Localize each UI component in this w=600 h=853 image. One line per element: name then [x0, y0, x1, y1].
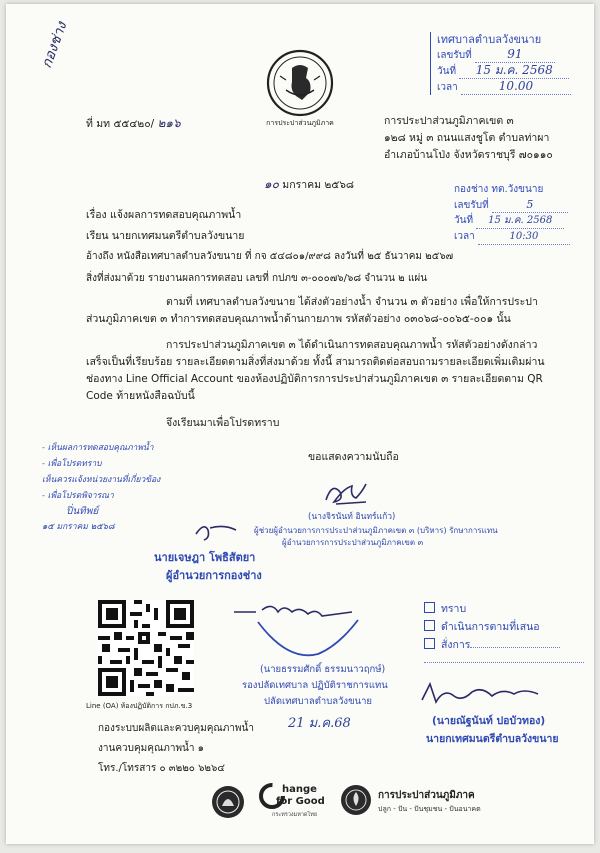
signer-name: (นางจิรนันท์ อินทร์แก้ว) [308, 512, 396, 522]
left-note-1: - เห็นผลการทดสอบคุณภาพน้ำ [42, 443, 154, 453]
stamp-2-date-label: วันที่ [454, 215, 474, 226]
checkbox-proceed[interactable] [424, 618, 560, 636]
signer-pos-2: ผู้อำนวยการการประปาส่วนภูมิภาคเขต ๓ [282, 538, 424, 547]
deputy-signature [228, 600, 378, 664]
stamp-2-time-label: เวลา [454, 231, 475, 242]
ref-no-printed: ที่ มท ๕๕๔๒๐/ [86, 118, 158, 130]
stamp-1-date-value: 15 ม.ค. 2568 [459, 63, 569, 79]
date-hand: ๑๐ [264, 177, 279, 191]
director-title: ผู้อำนวยการกองช่าง [166, 569, 262, 582]
letter-para-1: ตามที่ เทศบาลตำบลวังขนาย ได้ส่งตัวอย่างน้ำ จำนวน ๓ ตัวอย่าง เพื่อให้การประปาส่วนภูมิภาคเขต ๓ ทำการทดสอบคุณภาพน้ำด้านกายภาพ รหัสตัวอย่าง ๐๓๐๖๘-๐๐๖๕-๐๐๑ นั้น [86, 296, 538, 325]
pwa-logo-icon [340, 784, 372, 816]
stamp-1-no-label: เลขรับที่ [437, 50, 472, 61]
checkbox-box[interactable] [424, 602, 435, 613]
left-note-date: ๑๕ มกราคม ๒๕๖๘ [42, 522, 115, 532]
left-note-sign: ปิ่นทิพย์ [66, 506, 99, 517]
change-text-2: for Good [276, 796, 325, 807]
qr-caption: Line (OA) ห้องปฏิบัติการ กปภ.ข.3 [86, 702, 193, 710]
letter-to: เรียน นายกเทศมนตรีตำบลวังขนาย [86, 230, 245, 242]
stamp-2-time-value: 10:30 [478, 229, 570, 245]
order-line-2 [424, 662, 584, 663]
footer-dept-2: งานควบคุมคุณภาพน้ำ ๑ [98, 743, 205, 754]
sender-addr-1: ๑๒๘ หมู่ ๓ ถนนแสงชูโต ตำบลท่าผา [384, 132, 550, 144]
sender-addr-2: อำเภอบ้านโป่ง จังหวัดราชบุรี ๗๐๑๑๐ [384, 149, 553, 161]
stamp-2-date-value: 15 ม.ค. 2568 [476, 213, 564, 229]
letter-date [264, 177, 354, 192]
sender-name: การประปาส่วนภูมิภาคเขต ๓ [384, 115, 514, 127]
letter-ref-no [86, 116, 181, 131]
letter-closing: จึงเรียนมาเพื่อโปรดทราบ [166, 417, 280, 429]
qr-code-icon[interactable] [98, 600, 194, 696]
checkbox-box[interactable] [424, 638, 435, 649]
checkbox-acknowledge[interactable] [424, 600, 560, 618]
left-notes [42, 440, 160, 534]
deputy-date: 21 ม.ค.68 [288, 716, 351, 731]
pwa-tagline: ปลูก - ปัน - ปันชุมชน - ปันอนาคต [378, 805, 481, 813]
checkbox-label-acknowledge: ทราบ [441, 603, 467, 615]
stamp-1-time-label: เวลา [437, 82, 458, 93]
order-line [470, 647, 560, 648]
ref-no-hand: ๒๑๖ [157, 116, 181, 130]
deputy-name: (นายธรรมศักดิ์ ธรรมนาวฤกษ์) [260, 664, 386, 675]
letter-regards: ขอแสดงความนับถือ [308, 451, 399, 463]
left-note-4: - เพื่อโปรดพิจารณา [42, 491, 114, 501]
letter-attachment: สิ่งที่ส่งมาด้วย รายงานผลการทดสอบ เลขที่ กปภข ๓-๐๐๐๗๖/๖๘ จำนวน ๒ แผ่น [86, 273, 428, 284]
stamp-1-date-label: วันที่ [437, 66, 457, 77]
stamp-2-no-label: เลขรับที่ [454, 200, 489, 211]
margin-note: กองช่าง [38, 19, 71, 71]
change-text-1: hange [282, 784, 317, 795]
document-page [6, 4, 594, 844]
date-rest: มกราคม ๒๕๖๘ [282, 179, 355, 191]
stamp-1-no-value: 91 [475, 47, 555, 63]
left-note-3: เห็นควรแจ้งหน่วยงานที่เกี่ยวข้อง [42, 475, 161, 485]
mayor-signature [418, 676, 568, 716]
left-note-2: - เพื่อโปรดทราบ [42, 459, 102, 469]
receive-stamp-2 [454, 182, 584, 245]
mayor-title: นายกเทศมนตรีตำบลวังขนาย [426, 733, 559, 745]
stamp-2-no-value: 5 [492, 197, 568, 213]
receive-stamp-1 [430, 32, 597, 95]
decision-checkboxes [424, 600, 560, 654]
letter-reference: อ้างถึง หนังสือเทศบาลตำบลวังขนาย ที่ กจ ๕๔๘๐๑/๙๙๘ ลงวันที่ ๒๕ ธันวาคม ๒๕๖๗ [86, 251, 454, 262]
footer-dept-1: กองระบบผลิตและควบคุมคุณภาพน้ำ [98, 723, 254, 734]
signer-pos-1: ผู้ช่วยผู้อำนวยการการประปาส่วนภูมิภาคเขต ๓ (บริหาร) รักษาการแทน [254, 526, 498, 535]
deputy-pos-1: รองปลัดเทศบาล ปฏิบัติราชการแทน [242, 680, 388, 691]
moi-logo-icon [210, 784, 246, 820]
checkbox-label-proceed: ดำเนินการตามที่เสนอ [441, 621, 540, 633]
stamp-2-org: กองช่าง ทต.วังขนาย [454, 184, 544, 195]
mayor-name: (นายณัฐนันท์ ปอบัวทอง) [432, 715, 546, 727]
stamp-1-time-value: 10.00 [461, 79, 571, 95]
director-signature [192, 518, 242, 548]
signer-signature [316, 476, 376, 514]
emblem-caption: การประปาส่วนภูมิภาค [266, 119, 334, 127]
change-text-small: กระทรวงมหาดไทย [272, 812, 318, 818]
change-for-good-logo-icon [258, 778, 328, 824]
director-name: นายเจษฎา โพธิสัตยา [154, 551, 256, 564]
letter-subject: เรื่อง แจ้งผลการทดสอบคุณภาพน้ำ [86, 209, 242, 221]
letter-para-2: การประปาส่วนภูมิภาคเขต ๓ ได้ดำเนินการทดสอบคุณภาพน้ำ รหัสตัวอย่างดังกล่าวเสร็จเป็นที่เรียบร้อย รายละเอียดตามสิ่งที่ส่งมาด้วย ทั้งนี้ สามารถติดต่อสอบถามรายละเอียดเพิ่มเติมผ่านช่องทาง Line Official Account ของห้องปฏิบัติการการประปาส่วนภูมิภาคเขต ๓ รายละเอียดตาม QR Code ท้ายหนังสือฉบับนี้ [86, 339, 545, 402]
stamp-1-org: เทศบาลตำบลวังขนาย [437, 33, 542, 46]
deputy-pos-2: ปลัดเทศบาลตำบลวังขนาย [264, 696, 372, 707]
checkbox-order[interactable] [424, 636, 560, 654]
pwa-name: การประปาส่วนภูมิภาค [378, 790, 475, 801]
checkbox-label-order: สั่งการ [441, 639, 471, 651]
checkbox-box[interactable] [424, 620, 435, 631]
footer-dept-3: โทร./โทรสาร ๐ ๓๒๒๐ ๖๒๖๔ [98, 763, 225, 774]
pwa-emblem-icon [250, 46, 350, 128]
